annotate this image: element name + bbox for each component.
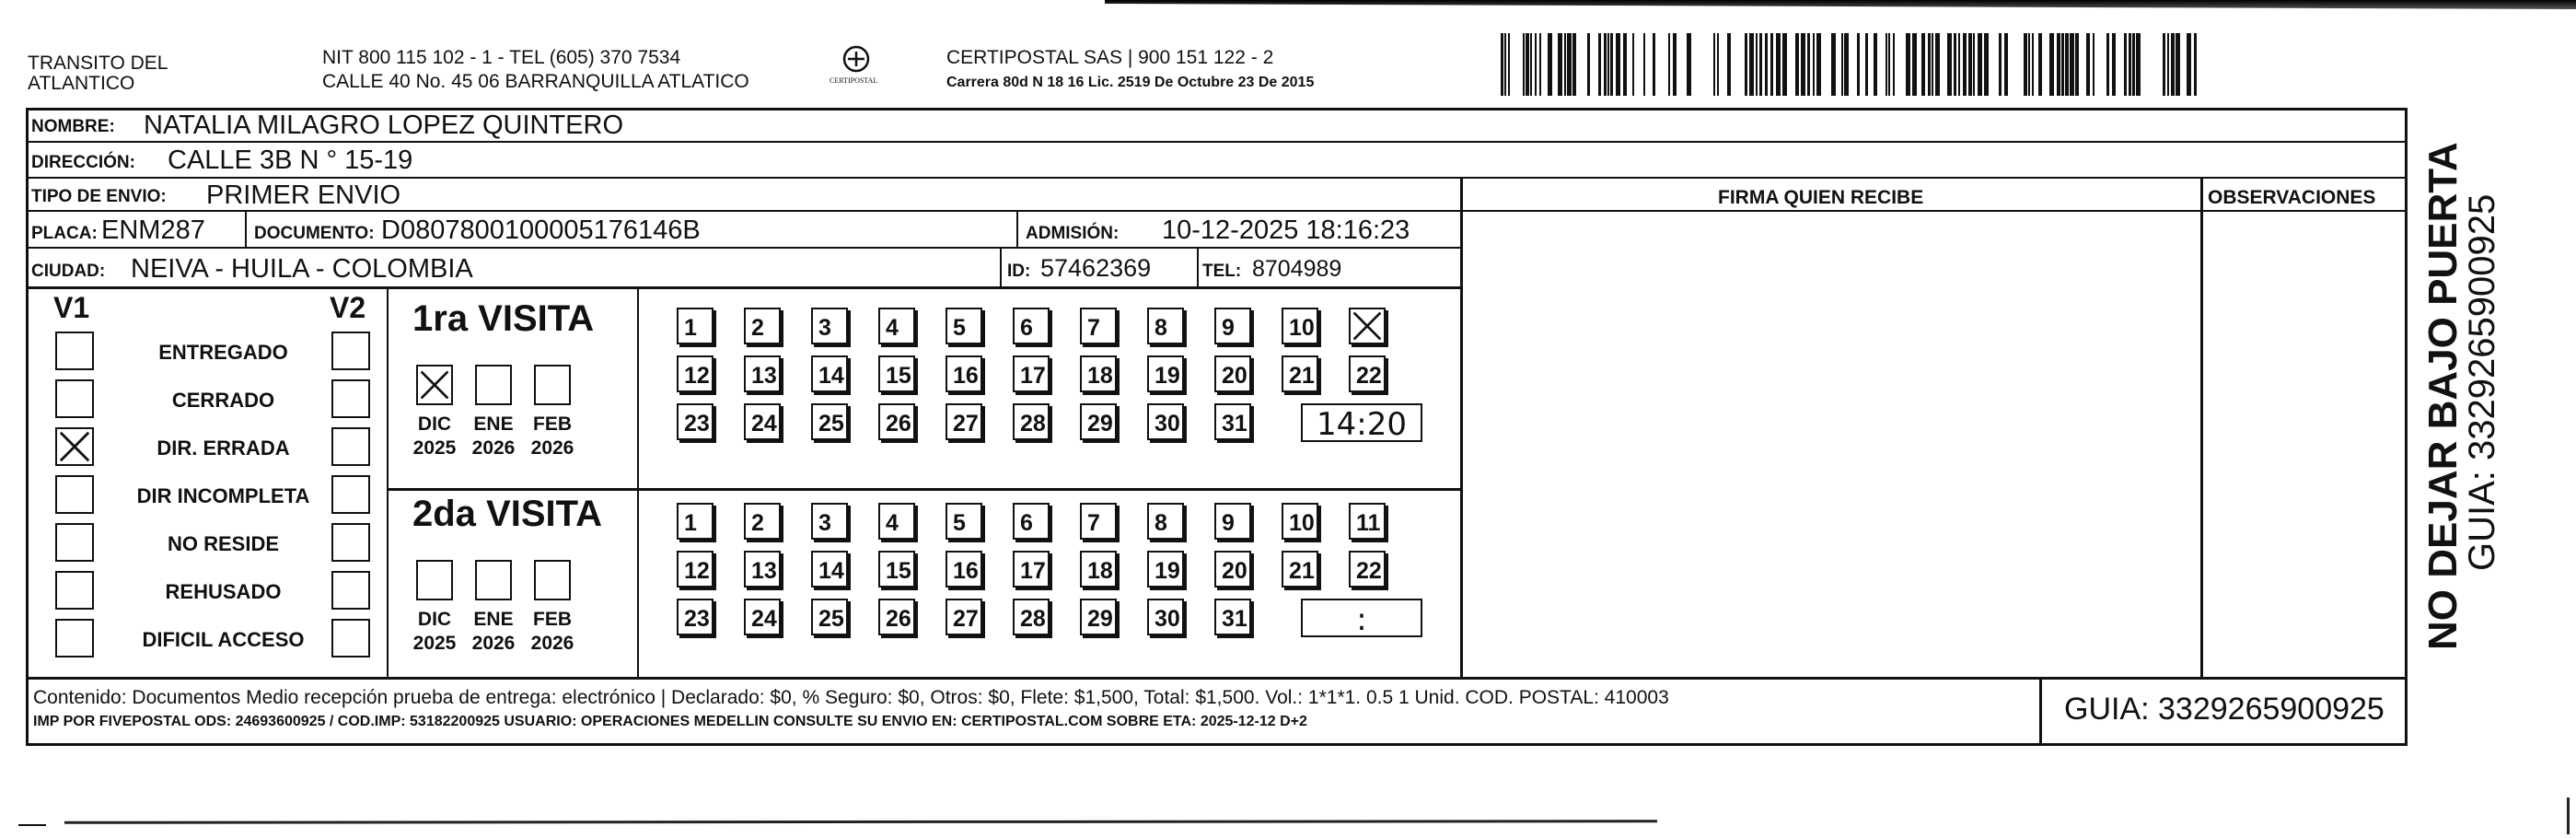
time-box[interactable] <box>1301 599 1422 637</box>
company-name-line2: ATLANTICO <box>28 73 135 94</box>
visit2-month-checkbox[interactable] <box>534 560 571 600</box>
tipo-envio-label: TIPO DE ENVIO: <box>31 187 167 206</box>
ciudad-value: NEIVA - HUILA - COLOMBIA <box>131 254 473 284</box>
day-box-6[interactable]: 6 <box>1013 503 1050 540</box>
visit1-month-checkbox[interactable] <box>534 365 571 405</box>
day-box-14[interactable]: 14 <box>811 355 848 392</box>
placa-value: ENM287 <box>101 215 205 245</box>
day-box-22[interactable]: 22 <box>1349 551 1386 588</box>
scan-mark <box>64 820 1657 824</box>
day-box-29[interactable]: 29 <box>1080 599 1117 635</box>
status-label: REHUSADO <box>165 580 282 603</box>
scan-mark <box>18 824 46 826</box>
day-box-19[interactable]: 19 <box>1147 355 1184 392</box>
v2-checkbox-6[interactable] <box>331 571 370 610</box>
day-box-17[interactable]: 17 <box>1013 551 1050 588</box>
day-box-5[interactable]: 5 <box>946 308 982 344</box>
day-box-16[interactable]: 16 <box>946 355 982 392</box>
day-box-3[interactable]: 3 <box>811 503 848 540</box>
day-box-15[interactable]: 15 <box>878 551 915 588</box>
day-box-29[interactable]: 29 <box>1080 403 1117 440</box>
day-box-21[interactable]: 21 <box>1282 551 1318 588</box>
day-box-25[interactable]: 25 <box>811 599 848 635</box>
day-box-20[interactable]: 20 <box>1214 355 1251 392</box>
v1-checkbox-2[interactable] <box>55 379 94 418</box>
day-box-4[interactable]: 4 <box>878 308 915 344</box>
logo-text: CERTIPOSTAL <box>830 76 878 85</box>
direccion-value: CALLE 3B N ° 15-19 <box>168 145 413 175</box>
tel-value: 8704989 <box>1252 256 1342 282</box>
day-box-26[interactable]: 26 <box>878 403 915 440</box>
day-box-7[interactable]: 7 <box>1080 503 1117 540</box>
barcode <box>1501 33 2200 96</box>
day-box-2[interactable]: 2 <box>744 503 781 540</box>
footer-imp: IMP POR FIVEPOSTAL ODS: 24693600925 / COD.IMP: 53182200925 USUARIO: OPERACIONES MEDELLIN CONSULTE SU ENVIO EN: CERTIPOSTAL.COM SOBRE ETA: 2025-12-12 D+2 <box>33 714 1307 729</box>
day-box-10[interactable]: 10 <box>1282 503 1318 540</box>
v1-checkbox-5[interactable] <box>55 523 94 562</box>
day-box-28[interactable]: 28 <box>1013 599 1050 635</box>
visit2-month-checkbox[interactable] <box>475 560 512 600</box>
visit1-month-checkbox[interactable] <box>475 365 512 405</box>
side-no-dejar: NO DEJAR BAJO PUERTA <box>2420 142 2466 650</box>
certipostal-logo <box>824 42 888 96</box>
tipo-envio-value: PRIMER ENVIO <box>206 180 401 210</box>
v1-checkbox-4[interactable] <box>55 475 94 514</box>
day-box-11[interactable] <box>1349 308 1386 344</box>
nombre-value: NATALIA MILAGRO LOPEZ QUINTERO <box>144 111 624 140</box>
time-value: 14:20 <box>1317 406 1407 443</box>
month-label: FEB 2026 <box>530 609 574 655</box>
day-box-25[interactable]: 25 <box>811 403 848 440</box>
day-box-5[interactable]: 5 <box>946 503 982 540</box>
direccion-label: DIRECCIÓN: <box>31 153 135 172</box>
id-value: 57462369 <box>1040 254 1152 282</box>
visit2-title: 2da VISITA <box>412 494 602 534</box>
day-box-7[interactable]: 7 <box>1080 308 1117 344</box>
carrier-license: Carrera 80d N 18 16 Lic. 2519 De Octubre 23 De 2015 <box>946 75 1315 90</box>
day-box-23[interactable]: 23 <box>677 403 714 440</box>
day-box-20[interactable]: 20 <box>1214 551 1251 588</box>
status-label: DIFICIL ACCESO <box>142 628 305 651</box>
placa-label: PLACA: <box>31 224 98 243</box>
observaciones-header: OBSERVACIONES <box>2208 187 2376 208</box>
day-box-2[interactable]: 2 <box>744 308 781 344</box>
day-box-18[interactable]: 18 <box>1080 551 1117 588</box>
day-box-8[interactable]: 8 <box>1147 503 1184 540</box>
id-label: ID: <box>1007 262 1031 281</box>
day-box-13[interactable]: 13 <box>744 551 781 588</box>
status-label: DIR INCOMPLETA <box>136 484 310 507</box>
day-box-17[interactable]: 17 <box>1013 355 1050 392</box>
day-box-9[interactable]: 9 <box>1214 308 1251 344</box>
company-name-line1: TRANSITO DEL <box>28 52 168 74</box>
v2-checkbox-1[interactable] <box>331 332 370 370</box>
status-label: CERRADO <box>171 389 275 412</box>
v1-checkbox-1[interactable] <box>55 332 94 370</box>
ciudad-label: CIUDAD: <box>31 262 106 281</box>
documento-label: DOCUMENTO: <box>254 224 375 243</box>
day-box-19[interactable]: 19 <box>1147 551 1184 588</box>
day-box-10[interactable]: 10 <box>1282 308 1318 344</box>
v2-checkbox-7[interactable] <box>331 619 370 658</box>
day-box-12[interactable]: 12 <box>677 355 714 392</box>
nombre-label: NOMBRE: <box>31 117 115 136</box>
scan-mark <box>2567 797 2570 834</box>
day-box-6[interactable]: 6 <box>1013 308 1050 344</box>
day-box-4[interactable]: 4 <box>878 503 915 540</box>
day-box-9[interactable]: 9 <box>1214 503 1251 540</box>
day-box-24[interactable]: 24 <box>744 599 781 635</box>
day-box-12[interactable]: 12 <box>677 551 714 588</box>
carrier-name: CERTIPOSTAL SAS | 900 151 122 - 2 <box>946 47 1274 68</box>
day-box-24[interactable]: 24 <box>744 403 781 440</box>
time-value: : <box>1356 601 1367 638</box>
day-box-1[interactable]: 1 <box>677 308 714 344</box>
v2-checkbox-4[interactable] <box>331 475 370 514</box>
v2-checkbox-2[interactable] <box>331 379 370 418</box>
day-box-21[interactable]: 21 <box>1282 355 1318 392</box>
day-box-23[interactable]: 23 <box>677 599 714 635</box>
tel-label: TEL: <box>1202 262 1242 281</box>
day-box-15[interactable]: 15 <box>878 355 915 392</box>
admision-label: ADMISIÓN: <box>1026 224 1120 243</box>
day-box-27[interactable]: 27 <box>946 403 982 440</box>
day-box-8[interactable]: 8 <box>1147 308 1184 344</box>
day-box-27[interactable]: 27 <box>946 599 982 635</box>
day-box-31[interactable]: 31 <box>1214 599 1251 635</box>
visit1-month-checkbox[interactable] <box>416 365 453 405</box>
footer-guia: GUIA: 3329265900925 <box>2064 692 2385 727</box>
day-box-3[interactable]: 3 <box>811 308 848 344</box>
month-label: FEB 2026 <box>530 413 574 460</box>
day-box-30[interactable]: 30 <box>1147 403 1184 440</box>
company-nit: NIT 800 115 102 - 1 - TEL (605) 370 7534 <box>322 47 681 68</box>
month-label: ENE 2026 <box>471 413 516 460</box>
status-label: ENTREGADO <box>158 341 288 364</box>
scan-shadow <box>1105 0 2576 9</box>
v1-checkbox-3[interactable] <box>55 427 94 466</box>
v2-header: V2 <box>330 291 366 324</box>
day-box-13[interactable]: 13 <box>744 355 781 392</box>
day-box-11[interactable]: 11 <box>1349 503 1386 540</box>
company-address: CALLE 40 No. 45 06 BARRANQUILLA ATLATICO <box>322 71 749 92</box>
status-label: DIR. ERRADA <box>157 436 290 460</box>
day-box-31[interactable]: 31 <box>1214 403 1251 440</box>
day-box-1[interactable]: 1 <box>677 503 714 540</box>
day-box-18[interactable]: 18 <box>1080 355 1117 392</box>
v1-checkbox-6[interactable] <box>55 571 94 610</box>
v2-checkbox-5[interactable] <box>331 523 370 562</box>
day-box-26[interactable]: 26 <box>878 599 915 635</box>
visit2-month-checkbox[interactable] <box>416 560 453 600</box>
day-box-28[interactable]: 28 <box>1013 403 1050 440</box>
v1-checkbox-7[interactable] <box>55 619 94 658</box>
day-box-30[interactable]: 30 <box>1147 599 1184 635</box>
month-label: DIC 2025 <box>412 413 457 460</box>
v2-checkbox-3[interactable] <box>331 427 370 466</box>
day-box-22[interactable]: 22 <box>1349 355 1386 392</box>
v1-header: V1 <box>53 291 90 324</box>
footer-contenido: Contenido: Documentos Medio recepción prueba de entrega: electrónico | Declarado: $0, % Seguro: $0, Otros: $0, Flete: $1,500, Total: $1,500. Vol.: 1*1*1. 0.5 1 Unid. COD. POSTAL: 410003 <box>33 687 1669 708</box>
admision-value: 10-12-2025 18:16:23 <box>1162 215 1410 245</box>
month-label: DIC 2025 <box>412 609 457 655</box>
firma-header: FIRMA QUIEN RECIBE <box>1718 187 1924 208</box>
documento-value: D0807800100005176146B <box>381 215 701 245</box>
side-guia: GUIA: 3329265900925 <box>2462 193 2502 571</box>
visit1-title: 1ra VISITA <box>412 298 595 339</box>
day-box-16[interactable]: 16 <box>946 551 982 588</box>
month-label: ENE 2026 <box>471 609 516 655</box>
day-box-14[interactable]: 14 <box>811 551 848 588</box>
time-box[interactable] <box>1301 403 1422 442</box>
status-label: NO RESIDE <box>167 532 280 555</box>
